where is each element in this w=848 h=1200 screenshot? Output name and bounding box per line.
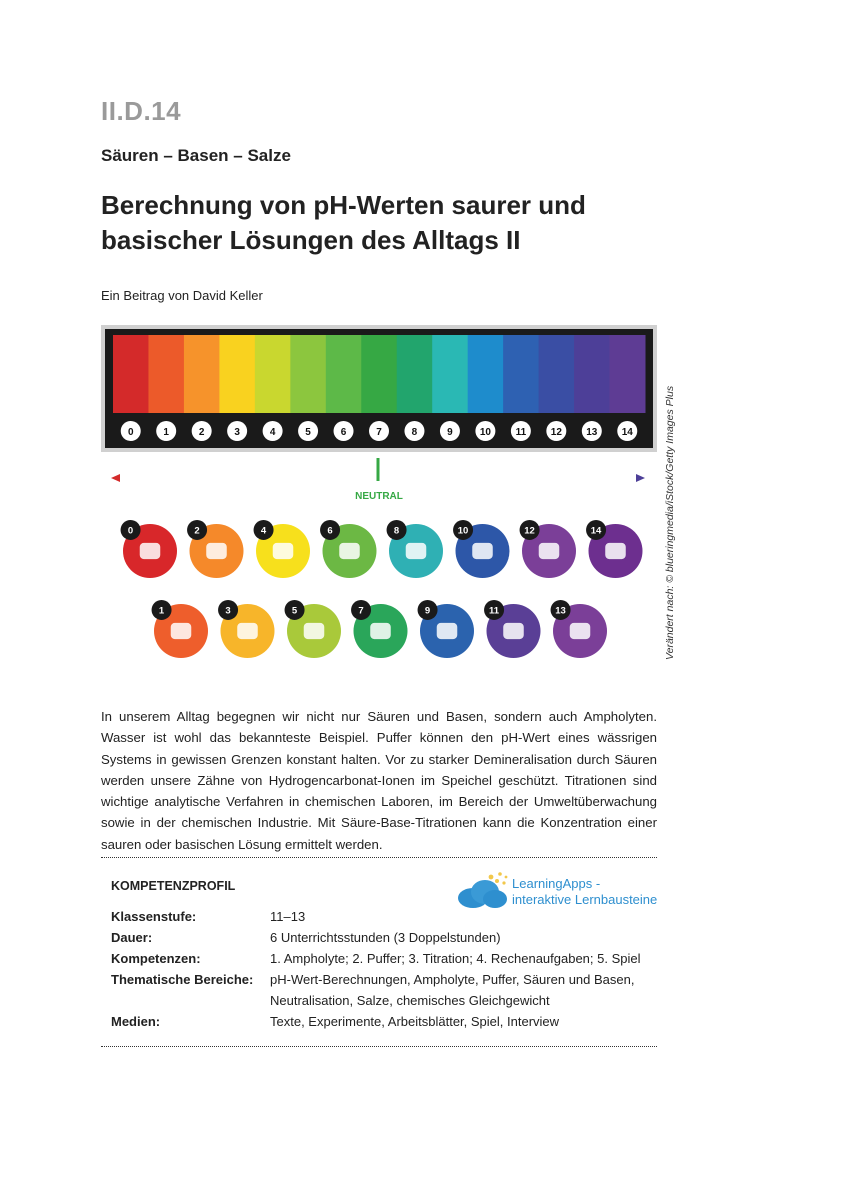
divider-top: [101, 857, 657, 858]
scale-numbers: [121, 421, 638, 441]
profile-value: 1. Ampholyte; 2. Puffer; 3. Titration; 4. Rechenaufgaben; 5. Spiel: [270, 951, 641, 966]
logo-line-2: interaktive Lernbausteine: [512, 892, 658, 907]
profile-value: pH-Wert-Berechnungen, Ampholyte, Puffer, Säuren und Basen, Neutralisation, Salze, chemisches Gleichgewicht: [270, 972, 635, 1008]
svg-text:14: 14: [621, 427, 633, 438]
svg-text:3: 3: [225, 605, 231, 617]
scale-number-0: [121, 421, 141, 441]
scale-band-13: [574, 335, 610, 413]
scale-number-3: [227, 421, 247, 441]
logo-line-1: LearningApps -: [512, 876, 601, 891]
scale-band-6: [326, 335, 362, 413]
stomach-icon: [453, 520, 509, 578]
bleach-icon: [551, 600, 607, 658]
neutral-label: NEUTRAL: [355, 491, 403, 502]
scale-band-11: [503, 335, 539, 413]
profile-key: Klassenstufe:: [111, 909, 197, 924]
profile-key: Medien:: [111, 1014, 161, 1029]
title-line-1: Berechnung von pH-Werten saurer und: [101, 190, 586, 220]
svg-text:5: 5: [291, 605, 298, 617]
profile-value: 11–13: [270, 909, 306, 924]
vinegar-icon: [218, 600, 274, 658]
sink-icon: [586, 520, 642, 578]
scale-number-1: [156, 421, 176, 441]
intro-paragraph: In unserem Alltag begegnen wir nicht nur Säuren und Basen, sondern auch Ampholyten. Wasser ist wohl das bekannteste Beispiel. Puffer können den pH-Wert eines wässrigen Systems in gewissen Grenzen konstant halten. Vor zu starker Demineralisation durch Säuren werden unsere Zähne von Hydrogencarbonat-Ionen im Speichel geschützt. Titrationen sind wichtige analytische Verfahren in chemischen Laboren, im Bereich der Umweltüberwachung sowie in der chemischen Industrie. Mit Säure-Base-Titrationen kann die Konzentration einer sauren oder basischen Lösung ermittelt werden.: [101, 709, 657, 852]
title-line-2: basischer Lösungen des Alltags II: [101, 225, 521, 255]
soap-icon: [520, 520, 576, 578]
svg-text:13: 13: [586, 427, 598, 438]
svg-text:6: 6: [327, 525, 333, 537]
series-title: Säuren – Basen – Salze: [101, 146, 291, 165]
svg-text:3: 3: [234, 427, 240, 438]
profile-value: Texte, Experimente, Arbeitsblätter, Spiel, Interview: [270, 1014, 560, 1029]
divider-bottom: [101, 1046, 657, 1047]
flask-icon: [484, 600, 540, 658]
profile-key: Kompetenzen:: [111, 951, 201, 966]
svg-text:9: 9: [447, 427, 453, 438]
blood-tube-icon: [387, 520, 443, 578]
scale-band-7: [361, 335, 397, 413]
profile-key: Dauer:: [111, 930, 153, 945]
svg-text:14: 14: [590, 525, 602, 537]
document-code: II.D.14: [101, 96, 182, 126]
scale-band-14: [610, 335, 646, 413]
profile-value: 6 Unterrichtsstunden (3 Doppelstunden): [270, 930, 501, 945]
svg-text:8: 8: [411, 427, 418, 438]
milk-icon: [320, 520, 376, 578]
svg-text:5: 5: [305, 427, 311, 438]
svg-text:11: 11: [515, 427, 527, 438]
svg-text:12: 12: [550, 427, 562, 438]
logo-text: [512, 876, 657, 908]
scale-band-5: [290, 335, 326, 413]
scale-number-11: [511, 421, 531, 441]
scale-number-12: [546, 421, 566, 441]
scale-number-9: [440, 421, 460, 441]
scale-band-4: [255, 335, 291, 413]
scale-number-5: [298, 421, 318, 441]
scale-band-0: [113, 335, 149, 413]
page-title: [101, 188, 661, 258]
scale-bands: [113, 335, 646, 413]
svg-text:7: 7: [376, 427, 382, 438]
tomato-icon: [254, 520, 310, 578]
scale-number-8: [404, 421, 424, 441]
example-row-1: [121, 520, 643, 578]
scale-number-14: [617, 421, 637, 441]
scale-number-6: [334, 421, 354, 441]
svg-text:8: 8: [393, 525, 400, 537]
example-row-2: [152, 600, 607, 658]
scale-band-2: [184, 335, 220, 413]
svg-text:13: 13: [555, 605, 566, 617]
stomach-acid-icon: [152, 600, 208, 658]
scale-band-1: [148, 335, 184, 413]
lemon-icon: [187, 520, 243, 578]
svg-text:2: 2: [194, 525, 200, 537]
svg-text:10: 10: [457, 525, 469, 537]
baking-soda-icon: [418, 600, 474, 658]
svg-text:0: 0: [127, 427, 134, 438]
svg-text:10: 10: [479, 427, 491, 438]
scale-band-3: [219, 335, 255, 413]
svg-text:4: 4: [260, 525, 267, 537]
scale-number-13: [582, 421, 602, 441]
svg-text:11: 11: [489, 605, 500, 617]
svg-text:1: 1: [163, 427, 169, 438]
neutral-arrow: [111, 458, 645, 482]
svg-text:6: 6: [340, 427, 347, 438]
svg-text:7: 7: [358, 605, 364, 617]
scale-number-2: [192, 421, 212, 441]
scale-band-10: [468, 335, 504, 413]
coffee-icon: [285, 600, 341, 658]
svg-text:4: 4: [269, 427, 276, 438]
scale-number-10: [475, 421, 495, 441]
svg-text:2: 2: [198, 427, 205, 438]
svg-text:9: 9: [424, 605, 431, 617]
profile-heading: KOMPETENZPROFIL: [111, 879, 236, 893]
author-line: Ein Beitrag von David Keller: [101, 288, 263, 303]
svg-text:0: 0: [127, 525, 134, 537]
scale-band-9: [432, 335, 468, 413]
scale-number-4: [263, 421, 283, 441]
scale-number-7: [369, 421, 389, 441]
profile-key: Thematische Bereiche:: [111, 972, 254, 987]
water-splash-icon: [351, 600, 407, 658]
scale-band-12: [539, 335, 575, 413]
svg-text:1: 1: [158, 605, 165, 617]
battery-icon: [121, 520, 177, 578]
image-credit: Verändert nach: © blueringmedia/iStock/Getty Images Plus: [664, 385, 676, 660]
ph-scale-figure: [101, 325, 657, 677]
scale-band-8: [397, 335, 433, 413]
svg-text:12: 12: [524, 525, 535, 537]
